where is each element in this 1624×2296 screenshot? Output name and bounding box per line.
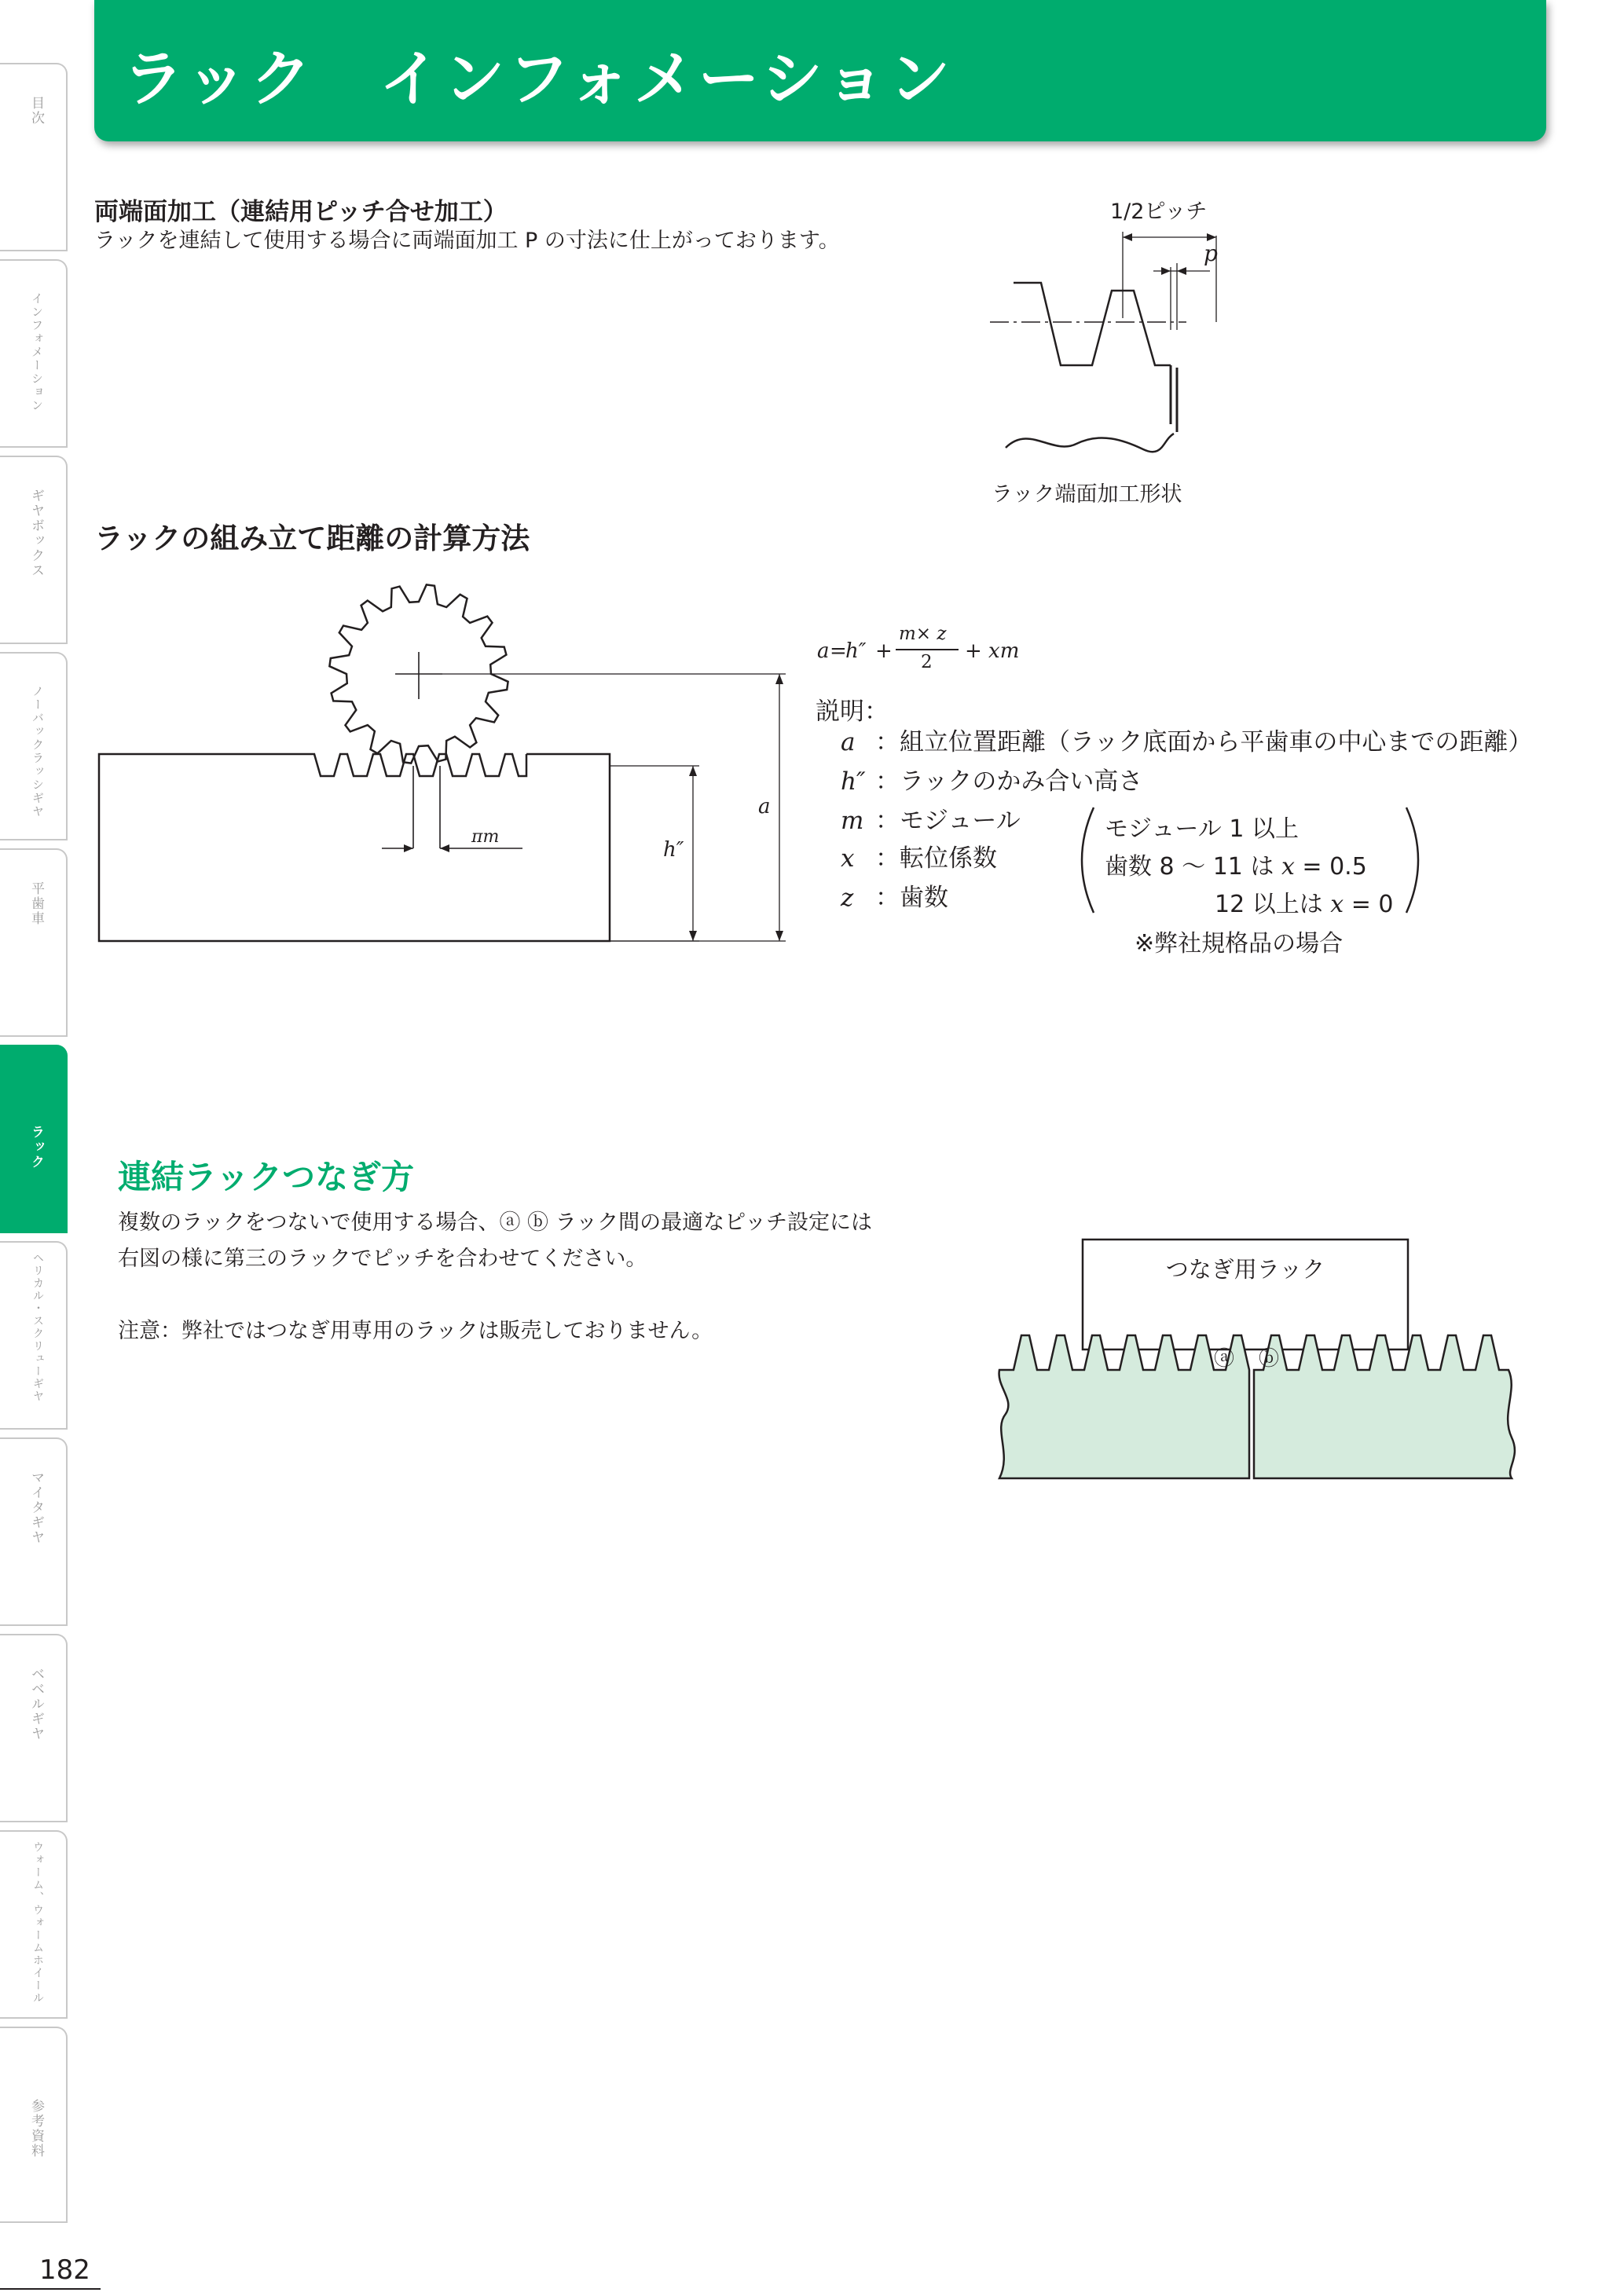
definition-symbol: a — [841, 728, 856, 756]
definition-symbol: m — [841, 807, 864, 835]
formula-a: a — [817, 639, 830, 663]
section3-body-line2: 右図の様に第三のラックでピッチを合わせてください。 — [118, 1247, 647, 1271]
sidebar-tab-gearbox[interactable] — [0, 456, 68, 644]
rack-end-figure — [974, 189, 1241, 518]
p-label: p — [1204, 240, 1218, 266]
left-rack — [999, 1335, 1249, 1478]
sidebar-tab-label: ウォーム、ウォームホイール — [31, 1841, 44, 2005]
sidebar-tab-label: 平歯車 — [28, 881, 44, 926]
right-rack — [1254, 1335, 1515, 1478]
page-number-rule — [0, 2288, 101, 2290]
sidebar-tab-label: 目次 — [28, 96, 44, 126]
sidebar-tab-bevel-gear[interactable] — [0, 1634, 68, 1822]
sidebar-tab-miter-gear[interactable] — [0, 1437, 68, 1626]
sidebar-tab-no-backlash-gear[interactable] — [0, 652, 68, 840]
sidebar-tab-label: マイタギヤ — [28, 1470, 44, 1545]
condition-line2 — [1105, 847, 1367, 881]
definition-symbol: z — [841, 884, 854, 912]
joint-rack-figure — [990, 1233, 1524, 1485]
sidebar-tab-rack[interactable] — [0, 1045, 68, 1233]
sidebar-tab-label: ギヤボックス — [28, 489, 44, 578]
section2-heading: ラックの組み立て距離の計算方法 — [94, 522, 530, 555]
condition-line2-var: x — [1281, 853, 1295, 881]
section1-heading: 両端面加工（連結用ピッチ合せ加工） — [94, 198, 508, 226]
definition-symbol: h″ — [841, 767, 866, 796]
mark-a: ⓐ — [1213, 1347, 1235, 1371]
a-label: a — [758, 795, 771, 818]
formula-eq: = — [830, 639, 847, 663]
formula-numerator: m× z — [899, 624, 947, 644]
formula-fraction-bar — [896, 649, 959, 650]
sidebar-tab-spur-gear[interactable] — [0, 848, 68, 1037]
definition-text: ：組立位置距離（ラック底面から平歯車の中心までの距離） — [875, 728, 1533, 756]
sidebar-tab-information[interactable] — [0, 259, 68, 448]
section3-body-line1: 複数のラックをつないで使用する場合、ⓐ ⓑ ラック間の最適なピッチ設定には — [118, 1210, 873, 1235]
condition-line2-text: 歯数 8 〜 11 は — [1105, 853, 1274, 881]
distance-formula — [817, 624, 1053, 683]
definition-text: ：歯数 — [875, 884, 948, 912]
definition-symbol: x — [841, 844, 855, 873]
definition-text: ：モジュール — [875, 807, 1021, 835]
sidebar-tab-label: 参考資料 — [28, 2099, 44, 2159]
condition-line3-text: 12 以上は — [1215, 891, 1323, 918]
pi-m-label: πm — [471, 827, 500, 847]
sidebar-tab-reference[interactable] — [0, 2027, 68, 2223]
condition-line3 — [1215, 884, 1394, 919]
sidebar-tab-label: インフォメーション — [30, 292, 44, 412]
condition-line2-value: = 0.5 — [1302, 853, 1367, 881]
condition-note: ※弊社規格品の場合 — [1135, 930, 1344, 958]
section3-heading: 連結ラックつなぎ方 — [118, 1158, 415, 1196]
section1-body: ラックを連結して使用する場合に両端面加工 P の寸法に仕上がっております。 — [94, 229, 840, 253]
sidebar-tab-contents[interactable] — [0, 63, 68, 251]
section3-note: 注意：弊社ではつなぎ用専用のラックは販売しておりません。 — [118, 1319, 713, 1343]
condition-line1: モジュール 1 以上 — [1105, 815, 1299, 843]
assembly-distance-figure — [94, 581, 801, 958]
condition-line3-var: x — [1330, 891, 1344, 918]
h-label: h″ — [663, 838, 684, 862]
sidebar-tab-label: ベベルギヤ — [28, 1667, 44, 1741]
definition-text: ：転位係数 — [875, 844, 997, 873]
definition-text: ：ラックのかみ合い高さ — [875, 767, 1143, 796]
condition-line3-value: = 0 — [1351, 891, 1394, 918]
mark-b: ⓑ — [1258, 1347, 1280, 1371]
page-number: 182 — [39, 2254, 90, 2286]
legend-title: 説明： — [816, 698, 889, 726]
sidebar-tab-label: ヘリカル・スクリューギヤ — [31, 1252, 44, 1403]
formula-plus1: + — [875, 639, 893, 663]
sidebar-tab-label: ラック — [28, 1125, 44, 1170]
title-banner — [94, 0, 1546, 141]
page-title: ラック インフォメーション — [123, 44, 954, 115]
sidebar-tab-label: ノーバックラッシギヤ — [31, 685, 45, 818]
formula-xm: + xm — [965, 639, 1020, 663]
sidebar-tab-worm[interactable] — [0, 1830, 68, 2019]
sidebar-tab-helical-screw-gear[interactable] — [0, 1241, 68, 1430]
rack-end-caption: ラック端面加工形状 — [992, 482, 1182, 507]
joint-rack-label: つなぎ用ラック — [1165, 1256, 1325, 1283]
formula-h: h″ — [845, 639, 867, 663]
formula-denominator: 2 — [921, 652, 933, 672]
half-pitch-label: 1/2ピッチ — [1110, 200, 1208, 224]
